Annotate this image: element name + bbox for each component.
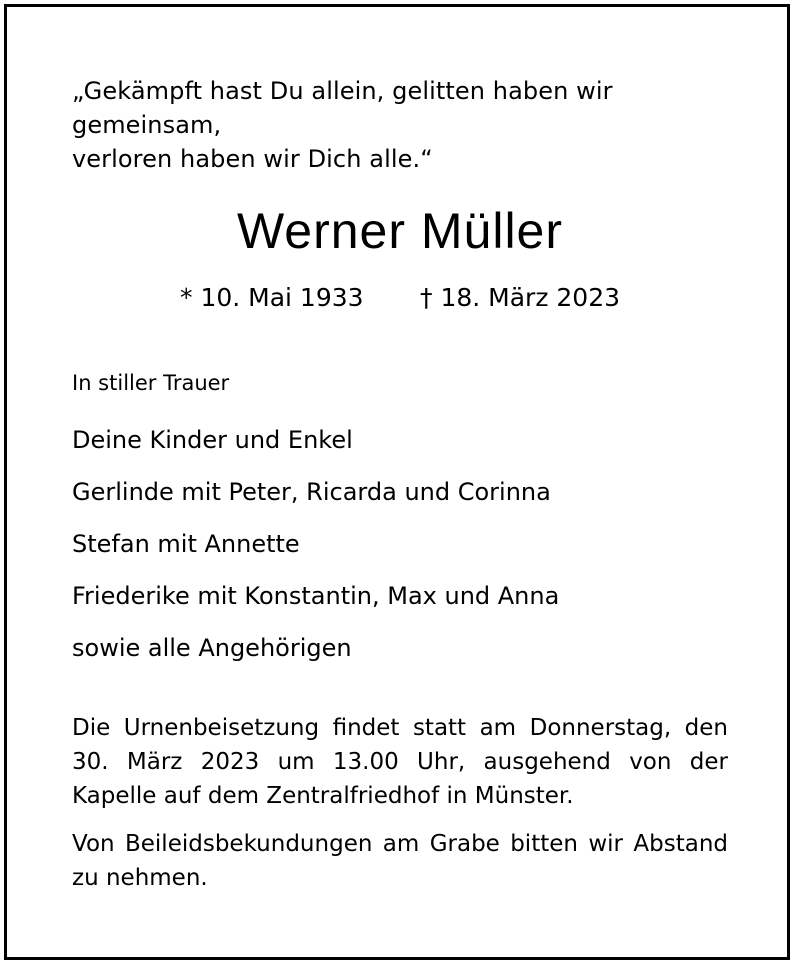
funeral-notice: Die Urnenbeisetzung findet statt am Donnerstag, den 30. März 2023 um 13.00 Uhr, ausgehend von der Kapelle auf dem Zentralfriedhof in Münster. (72, 715, 728, 809)
mourning-intro: In stiller Trauer (72, 371, 230, 395)
birth-date: * 10. Mai 1933 (180, 283, 364, 312)
quote-line-1: „Gekämpft hast Du allein, gelitten haben wir gemeinsam, (72, 77, 613, 139)
condolence-notice: Von Beileidsbekundungen am Grabe bitten wir Abstand zu nehmen. (72, 831, 728, 891)
deceased-name: Werner Müller (236, 203, 564, 259)
death-date: † 18. März 2023 (420, 283, 621, 312)
family-list (72, 424, 728, 684)
quote-line-2: verloren haben wir Dich alle.“ (72, 145, 433, 173)
quote-block (72, 74, 728, 176)
family-line: Friederike mit Konstantin, Max und Anna (72, 582, 560, 610)
family-line: Stefan mit Annette (72, 530, 300, 558)
notice-block (72, 711, 728, 909)
family-line: sowie alle Angehörigen (72, 634, 352, 662)
family-line: Gerlinde mit Peter, Ricarda und Corinna (72, 478, 551, 506)
family-line: Deine Kinder und Enkel (72, 426, 353, 454)
